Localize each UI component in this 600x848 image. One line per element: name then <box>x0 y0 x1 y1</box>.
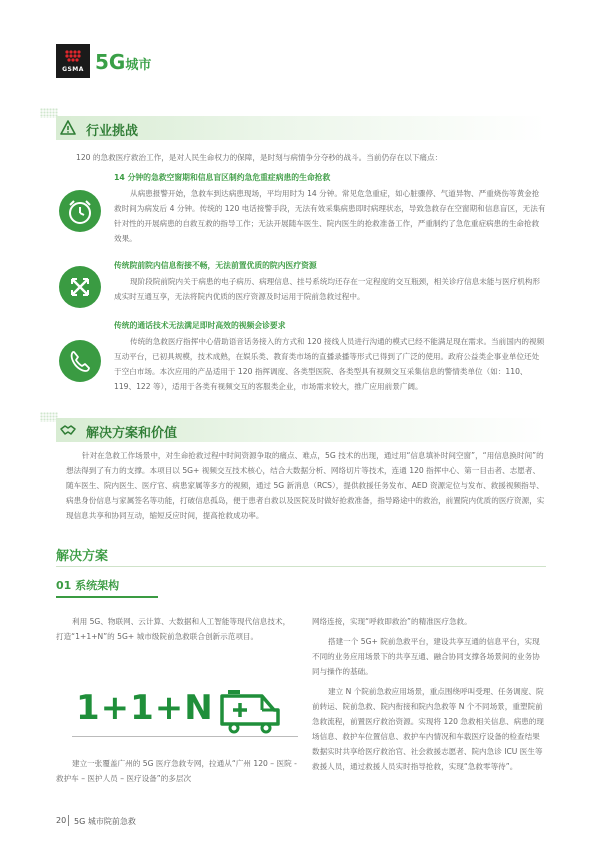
formula-divider <box>72 736 298 737</box>
item2-title: 传统院前院内信息衔接不畅，无法前置优质的院内医疗资源 <box>114 261 317 270</box>
system-architecture-heading: 01 系统架构 <box>56 579 120 592</box>
right-col-p2: 建立 N 个院前急救应用场景，重点围绕呼叫受理、任务调度、院前转运、院前急救、院内衔接和院内急救等 N 个不同场景，重塑院前急救流程，前置医疗救治资源。实现将 120 急救相关信息、病患的现场信息、救护车位置信息、救护车内情况和车载医疗设备的检查结果数据实时共享给医疗救治官、社会救援志愿者、院内急诊 ICU 医生等救援人员，通过救援人员实时指导抢救，实现“急救零等待”。 <box>312 687 544 771</box>
page-number: 20 <box>56 816 67 825</box>
divider <box>56 566 546 567</box>
brand-suffix: 城市 <box>125 58 152 73</box>
alarm-clock-icon <box>59 190 101 232</box>
formula-1-1-n: 1+1+N <box>76 688 214 728</box>
left-col-p2: 建立一张覆盖广州的 5G 医疗急救专网，拉通从“广州 120 – 医院 - 救护车 – 医护人员 – 医疗设备”的多层次 <box>56 759 297 783</box>
footer-title: 5G 城市院前急救 <box>74 817 136 826</box>
section1-intro: 120 的急救医疗救治工作，是对人民生命权力的保障，是时刻与病情争分夺秒的战斗。当前仍存在以下痛点： <box>76 153 443 162</box>
solution-heading: 解决方案 <box>56 549 109 564</box>
gsma-logo-mark <box>64 49 82 63</box>
brand-main: 5G <box>95 50 126 74</box>
ambulance-icon <box>218 688 282 734</box>
right-col-p0: 网络连接，实现“呼救即救治”的精准医疗急救。 <box>312 617 472 626</box>
phone-icon <box>59 340 101 382</box>
section-title-challenges: 行业挑战 <box>86 124 139 139</box>
section2-body: 针对在急救工作场景中，对生命抢救过程中时间资源争取的痛点、难点，5G 技术的出现，通过用“信息填补时间空窗”，“用信息换时间”的想法得到了有力的支撑。本项目以 5G+ 视频交互技术核心，结合大数据分析、网络切片等技术，连通 120 指挥中心、第一目击者、志愿者、随车医生、院内医生、医疗官、病患家属等多方的视频，通过 5G 新消息（RCS），提供救援任务发布、AED 资源定位与发布、救援视频指导、病患身份信息与家属签名等功能，打破信息孤岛，便于患者自救以及医院及时做好抢救准备，指导路途中的救治，前置院内优质的医疗资源，实现信息共享和协同互动，缩短反应时间，提高抢救成功率。 <box>66 451 545 520</box>
gsma-logo-text: GSMA <box>62 66 84 73</box>
brand-title <box>95 50 151 74</box>
item3-title: 传统的通话技术无法满足即时高效的视频会诊要求 <box>114 321 286 330</box>
warning-triangle-icon <box>59 119 77 137</box>
handshake-icon <box>59 421 77 439</box>
left-col-p1: 利用 5G、物联网、云计算、大数据和人工智能等现代信息技术，打造“1+1+N”的 5G+ 城市级院前急救联合创新示范项目。 <box>56 617 291 641</box>
section-title-solutions: 解决方案和价值 <box>86 426 178 441</box>
item3-body: 传统的急救医疗指挥中心借助语音话务接入的方式和 120 接线人员进行沟通的模式已经不能满足现在需求。当前国内的视频互动平台，已初具规模，技术成熟，在娱乐类、教育类市场的直播录播等形式已得到了广泛的使用。政府公益类企事业单位还处于空白市场。本次应用的产品适用于 120 指挥调度、各类型医院、各类型具有视频交互采集信息的警情类单位（如：110、119、122 等），适用于各类有视频交互的客服类企业，市场需求较大，推广应用前景广阔。 <box>114 337 545 391</box>
crossed-arrows-icon <box>59 266 101 308</box>
item1-title: 14 分钟的急救空窗期和信息盲区制约急危重症病患的生命抢救 <box>114 173 331 182</box>
heading-underline <box>56 596 158 598</box>
item2-body: 现阶段院前院内关于病患的电子病历、病理信息、挂号系统均还存在一定程度的交互瓶颈，相关诊疗信息未能与医疗机构形成实时互通互享，无法将院内优质的医疗资源及时运用于院前急救过程中。 <box>114 277 541 301</box>
right-col-p1: 搭建一个 5G+ 院前急救平台，建设共享互通的信息平台，实现不同的业务应用场景下的共享互通、融合协同支撑各场景间的业务协同与操作的基础。 <box>312 637 540 676</box>
item1-body: 从病患报警开始，急救车到达病患现场，平均用时为 14 分钟。常见危急重症，如心脏骤停、气道异物、严重烧伤等黄金抢救时间为病发后 4 分钟。传统的 120 电话接警手段，无法有效采集病患即时病理状态，导致急救存在空窗期和信息盲区，无法有针对性的开展病患的自救互救的指导工作；无法开展随车医生、院内医生的抢救准备工作，严重制约了急危重症病患的生命抢救效果。 <box>114 189 546 243</box>
footer-separator <box>68 815 69 826</box>
